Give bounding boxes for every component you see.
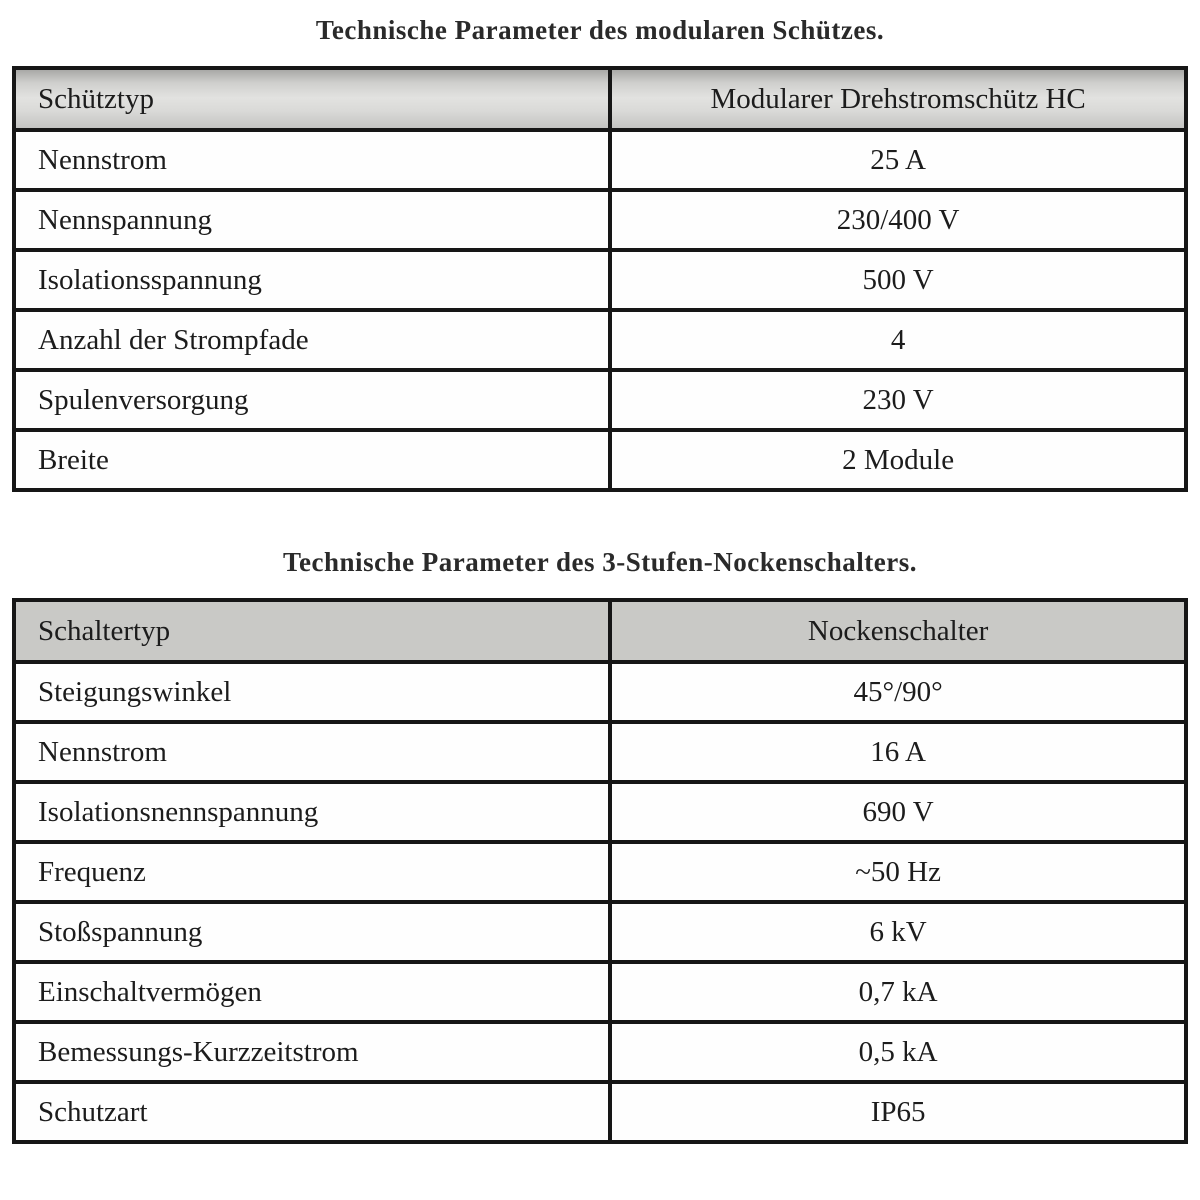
table-row: [14, 1022, 1186, 1082]
camswitch-spec-table: [12, 598, 1188, 1144]
table-row: [14, 1082, 1186, 1142]
contactor-table-caption: Technische Parameter des modularen Schützes.: [315, 15, 885, 45]
value-cell: 25 A: [610, 130, 1186, 190]
param-cell: Frequenz: [14, 842, 610, 902]
value-cell: IP65: [610, 1082, 1186, 1142]
param-cell: Isolationsnennspannung: [14, 782, 610, 842]
table-row: [14, 370, 1186, 430]
value-cell: 500 V: [610, 250, 1186, 310]
value-cell: 45°/90°: [610, 662, 1186, 722]
contactor-spec-table: [12, 66, 1188, 492]
param-cell: Nennstrom: [14, 722, 610, 782]
value-cell: 16 A: [610, 722, 1186, 782]
value-cell: 0,7 kA: [610, 962, 1186, 1022]
param-cell: Spulenversorgung: [14, 370, 610, 430]
table-row: [14, 250, 1186, 310]
value-cell: 4: [610, 310, 1186, 370]
param-cell: Nennstrom: [14, 130, 610, 190]
value-cell: 230 V: [610, 370, 1186, 430]
header-row: [14, 68, 1186, 130]
param-cell: Bemessungs-Kurzzeitstrom: [14, 1022, 610, 1082]
header-row: [14, 600, 1186, 662]
param-cell: Stoßspannung: [14, 902, 610, 962]
table-row: [14, 430, 1186, 490]
table-row: [14, 130, 1186, 190]
param-cell: Steigungswinkel: [14, 662, 610, 722]
header-param-cell: Schaltertyp: [14, 600, 610, 662]
table-row: [14, 310, 1186, 370]
value-cell: 6 kV: [610, 902, 1186, 962]
table-row: [14, 902, 1186, 962]
table-row: [14, 782, 1186, 842]
value-cell: 230/400 V: [610, 190, 1186, 250]
header-value-cell: Nockenschalter: [610, 600, 1186, 662]
param-cell: Schutzart: [14, 1082, 610, 1142]
value-cell: 0,5 kA: [610, 1022, 1186, 1082]
param-cell: Einschaltvermögen: [14, 962, 610, 1022]
param-cell: Anzahl der Strompfade: [14, 310, 610, 370]
value-cell: ~50 Hz: [610, 842, 1186, 902]
table-row: [14, 722, 1186, 782]
table-row: [14, 962, 1186, 1022]
table-row: [14, 662, 1186, 722]
table-row: [14, 190, 1186, 250]
table-row: [14, 842, 1186, 902]
header-param-cell: Schütztyp: [14, 68, 610, 130]
param-cell: Isolationsspannung: [14, 250, 610, 310]
value-cell: 2 Module: [610, 430, 1186, 490]
param-cell: Nennspannung: [14, 190, 610, 250]
param-cell: Breite: [14, 430, 610, 490]
value-cell: 690 V: [610, 782, 1186, 842]
camswitch-table-caption: Technische Parameter des 3-Stufen-Nockenschalters.: [283, 547, 917, 577]
header-value-cell: Modularer Drehstromschütz HC: [610, 68, 1186, 130]
